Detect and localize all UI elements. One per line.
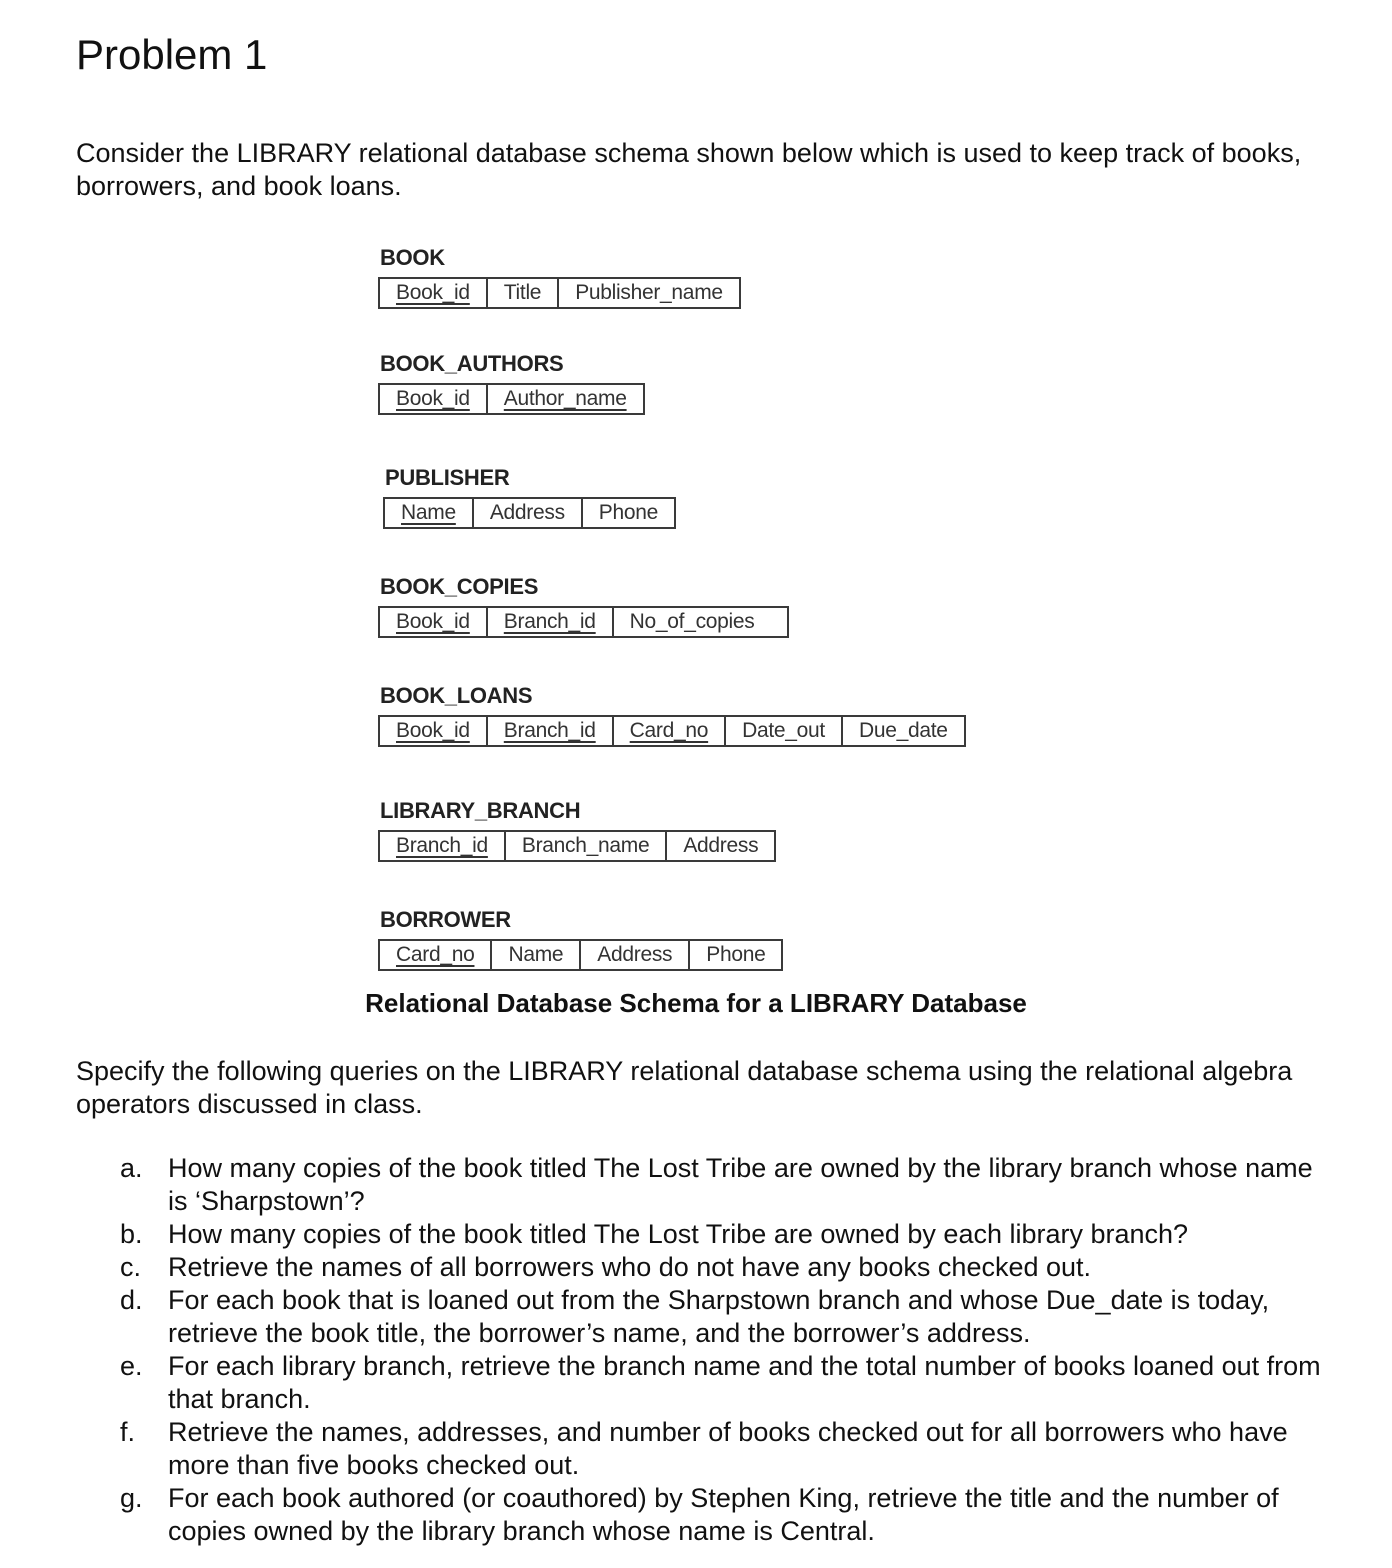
attribute: Branch_id (380, 832, 506, 860)
query-text: How many copies of the book titled The Lost Tribe are owned by the library branch whose name is ‘Sharpstown’? (168, 1153, 1313, 1216)
query-item-g (120, 1482, 1330, 1548)
attribute: Book_id (380, 279, 488, 307)
relation-attributes (378, 277, 741, 309)
query-text: For each book that is loaned out from the Sharpstown branch and whose Due_date is today, retrieve the book title, the borrower’s name, and the borrower’s address. (168, 1285, 1270, 1348)
attribute: Address (474, 499, 583, 527)
instructions-paragraph: Specify the following queries on the LIBRARY relational database schema using the relational algebra operators discussed in class. (76, 1056, 1293, 1119)
attribute: Title (488, 279, 559, 307)
query-item-a (120, 1152, 1330, 1218)
attribute: Card_no (614, 717, 726, 745)
relation-name: BOOK_COPIES (380, 574, 539, 599)
relation-publisher (383, 465, 676, 529)
attribute: Phone (706, 943, 766, 966)
query-letter: e. (120, 1351, 143, 1381)
attribute: Branch_id (488, 608, 614, 636)
query-item-f (120, 1416, 1330, 1482)
attribute: Book_id (380, 717, 488, 745)
relation-name: BORROWER (380, 907, 511, 932)
relation-attributes (378, 830, 776, 862)
attribute: Date_out (726, 717, 843, 745)
query-letter: b. (120, 1219, 143, 1249)
query-letter: f. (120, 1417, 136, 1447)
attribute: Address (581, 941, 690, 969)
intro-paragraph: Consider the LIBRARY relational database schema shown below which is used to keep track of books, borrowers, and book loans. (76, 138, 1302, 201)
relation-book (378, 245, 741, 309)
query-text: For each book authored (or coauthored) by Stephen King, retrieve the title and the number of copies owned by the library branch whose name is Central. (168, 1483, 1279, 1546)
query-item-b (120, 1218, 1330, 1251)
relation-name: BOOK (380, 245, 445, 270)
query-item-d (120, 1284, 1330, 1350)
attribute: Branch_name (506, 832, 667, 860)
query-letter: d. (120, 1285, 143, 1315)
problem-title: Problem 1 (76, 31, 268, 78)
relation-name: PUBLISHER (385, 465, 510, 490)
relation-book-copies (378, 574, 789, 638)
relation-name: BOOK_LOANS (380, 683, 533, 708)
relation-attributes (378, 606, 789, 638)
attribute: Branch_id (488, 717, 614, 745)
relation-borrower (378, 907, 783, 971)
relation-attributes (378, 939, 783, 971)
attribute: Phone (598, 501, 659, 524)
query-letter: a. (120, 1153, 143, 1183)
attribute: Name (492, 941, 581, 969)
query-item-c (120, 1251, 1330, 1284)
schema-caption: Relational Database Schema for a LIBRARY Database (365, 988, 1027, 1018)
query-text: How many copies of the book titled The Lost Tribe are owned by each library branch? (168, 1219, 1189, 1249)
attribute: Author_name (503, 387, 627, 410)
relation-name: BOOK_AUTHORS (380, 351, 564, 376)
attribute: Book_id (380, 608, 488, 636)
query-list (120, 1152, 1330, 1548)
query-item-e (120, 1350, 1330, 1416)
query-text: For each library branch, retrieve the branch name and the total number of books loaned out from that branch. (168, 1351, 1321, 1414)
attribute: Card_no (380, 941, 492, 969)
relation-attributes (378, 715, 966, 747)
query-letter: c. (120, 1252, 142, 1282)
query-text: Retrieve the names, addresses, and number of books checked out for all borrowers who have more than five books checked out. (168, 1417, 1288, 1480)
relation-book-loans (378, 683, 966, 747)
attribute: Book_id (380, 385, 488, 413)
relation-name: LIBRARY_BRANCH (380, 798, 581, 823)
attribute: Due_date (858, 719, 948, 742)
attribute: Address (683, 834, 759, 857)
relation-book-authors (378, 351, 645, 415)
relation-attributes (383, 497, 676, 529)
query-letter: g. (120, 1483, 143, 1513)
relation-attributes (378, 383, 645, 415)
attribute: No_of_copies (629, 610, 755, 633)
attribute: Name (385, 499, 474, 527)
attribute: Publisher_name (575, 281, 723, 304)
relation-library-branch (378, 798, 776, 862)
query-text: Retrieve the names of all borrowers who do not have any books checked out. (168, 1252, 1092, 1282)
